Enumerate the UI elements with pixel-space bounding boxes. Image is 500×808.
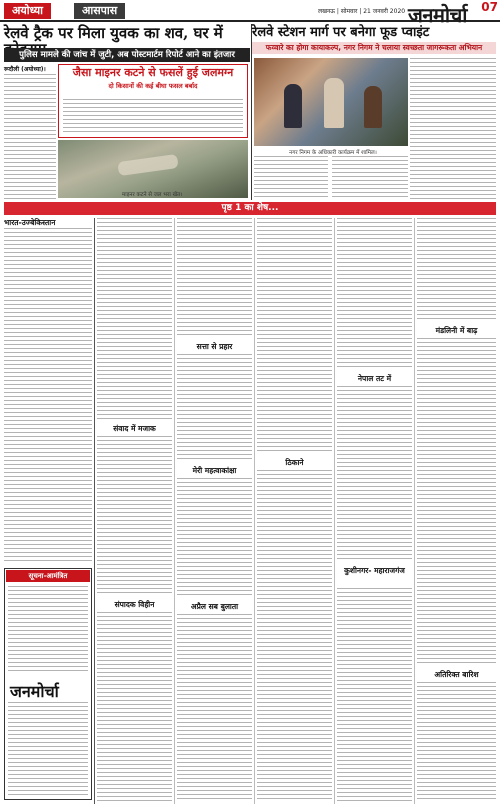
col3-subhead-a: सत्ता से प्रहार [196, 342, 233, 351]
story1-body-text [4, 74, 56, 200]
col3-text-c [177, 478, 252, 598]
story1-headline: रेलवे ट्रैक पर मिला युवक का शव, घर में [4, 24, 223, 42]
story2-photo [254, 58, 408, 146]
col6-subhead-b: अतिरिक्त बारिश [434, 670, 479, 679]
story1-photo-caption: माइनर कटने से जल भरा खेत। [122, 192, 183, 198]
notice-footer-text [8, 702, 88, 796]
story2-body-col2 [332, 156, 408, 200]
side-story-body [4, 228, 92, 564]
story2-headline: रेलवे स्टेशन मार्ग पर बनेगा फूड प्वाइंट [252, 25, 430, 40]
masthead-logo: जनमोर्चा [408, 3, 467, 27]
col2-subhead-a: संवाद में मजाक [113, 424, 156, 433]
continued-band: पृष्ठ 1 का शेष... [4, 202, 496, 215]
story1-byline: रूदौली (अयोध्या)। [4, 66, 46, 73]
quote-headline: जैसा माइनर कटने से फसलें हुई जलमग्न [72, 66, 234, 79]
notice-title: सूचना-आमंत्रित [6, 570, 90, 582]
section-tag: आसपास [74, 3, 125, 19]
col6-text-c [417, 682, 496, 802]
story2-photo-caption: नगर निगम के अधिकारी कार्यक्रम में शामिल। [289, 150, 377, 156]
quote-subhead: दो किसानों की कई बीघा फसल बर्बाद [108, 81, 198, 90]
quote-body-text [63, 99, 243, 135]
col2-text-b [97, 436, 172, 596]
col3-subhead-c: अप्रैल सब बुलाता [190, 602, 239, 611]
col3-text-b [177, 354, 252, 462]
col6-text-b [417, 338, 496, 666]
col3-text-d [177, 614, 252, 802]
col6-subhead-a: मंडलिनी में बाढ़ [435, 326, 478, 335]
dateline: लखनऊ | सोमवार | 21 जनवरी 2020 [318, 8, 406, 15]
story1-quote-box [58, 64, 248, 138]
col5-text-c [337, 588, 412, 802]
notice-logo: जनमोर्चा [10, 682, 59, 701]
col5-text-a [337, 218, 412, 370]
page-number: 07 [481, 0, 498, 14]
col2-text-c [97, 612, 172, 802]
col5-subhead-b: कुशीनगर- महाराजगंज [344, 566, 405, 575]
col2-subhead-b: संपादक विहीन [114, 600, 155, 609]
col2-text-a [97, 218, 172, 420]
col4-text-b [257, 470, 332, 802]
story2-body-right [410, 58, 496, 200]
col3-subhead-b: मेरी महत्वाकांक्षा [192, 466, 237, 475]
story1-subhead: पुलिस मामले की जांच में जुटी, अब पोस्टमार्टम रिपोर्ट आने का इंतजार [4, 48, 250, 62]
col4-text-a [257, 218, 332, 454]
story2-subhead: फव्वारे का होगा कायाकल्प, नगर निगम ने चलाया स्वच्छता जागरूकता अभियान [252, 42, 496, 54]
side-story-headline: भारत-उज्बेकिस्तान [4, 218, 56, 227]
story2-body-col1 [254, 156, 328, 200]
col4-subhead-a: ठिकाने [285, 458, 304, 467]
col5-subhead-a: नेपाल तट में [357, 374, 392, 383]
city-tag: अयोध्या [4, 3, 51, 19]
col5-text-b [337, 386, 412, 562]
page-header [0, 0, 500, 27]
col6-text-a [417, 218, 496, 322]
col3-text-a [177, 218, 252, 338]
notice-body [8, 586, 88, 674]
